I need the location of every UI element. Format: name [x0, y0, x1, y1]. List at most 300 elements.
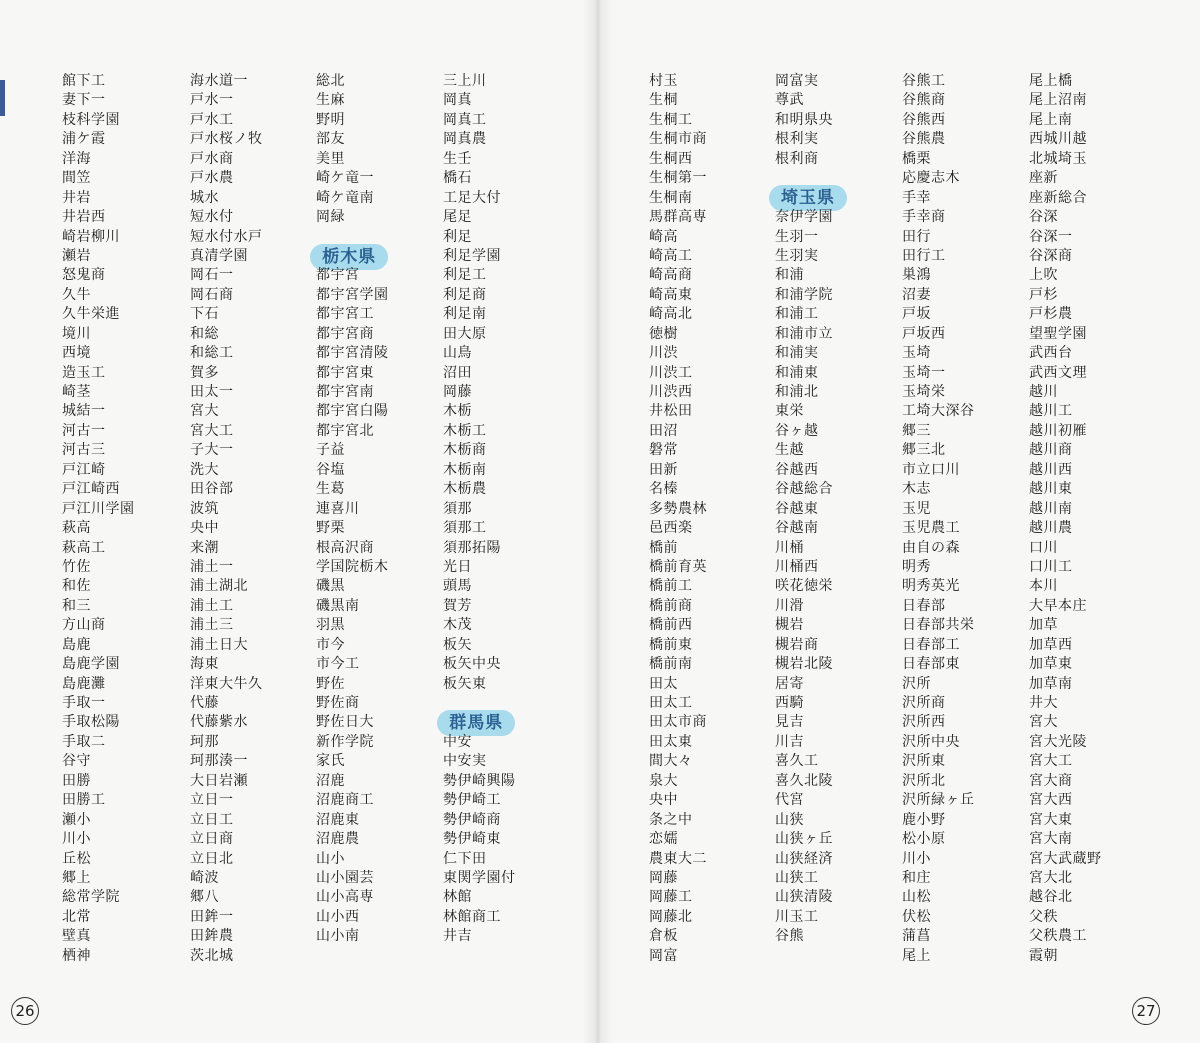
school-name: 崎ケ竜一	[316, 170, 374, 187]
list-column	[775, 72, 847, 947]
school-name: 尾上沼南	[1029, 92, 1087, 109]
school-name: 井岩西	[62, 209, 106, 226]
school-name: 沼鹿農	[316, 831, 360, 848]
school-name: 波筑	[190, 500, 219, 517]
school-name: 学国院栃木	[316, 558, 389, 575]
school-name: 磐常	[649, 442, 678, 459]
school-name: 井吉	[443, 928, 472, 945]
school-name: 槻岩	[775, 617, 804, 634]
school-name: 木栃商	[443, 442, 487, 459]
school-name: 手幸	[902, 189, 931, 206]
prefecture-label: 埼玉県	[769, 185, 847, 211]
school-name: 利足	[443, 228, 472, 245]
school-name: 岡藤	[443, 384, 472, 400]
school-name: 尾足	[443, 209, 472, 226]
school-name: 野栗	[316, 520, 345, 537]
school-name: 連喜川	[316, 500, 360, 517]
school-name: 磯黒	[316, 578, 345, 595]
school-name: 尊武	[775, 92, 804, 109]
school-name: 大早本庄	[1029, 597, 1087, 614]
school-name: 生桐市商	[649, 131, 707, 148]
school-name: 来潮	[190, 539, 219, 556]
school-name: 境川	[62, 325, 91, 342]
school-name: 橋石	[443, 170, 472, 187]
school-name: 利足商	[443, 286, 487, 303]
school-name: 馬群高専	[649, 209, 707, 226]
school-name: 越川農	[1029, 520, 1073, 537]
school-name: 生麻	[316, 92, 345, 109]
prefecture-heading	[310, 247, 389, 266]
school-name: 崎茎	[62, 384, 91, 400]
school-name: 野佐商	[316, 695, 360, 711]
school-name: 田太市商	[649, 714, 707, 731]
school-name: 子益	[316, 442, 345, 459]
school-name: 槻岩商	[775, 636, 819, 653]
school-name: 須那工	[443, 520, 487, 537]
school-name: 萩高	[62, 520, 91, 537]
school-name: 名榛	[649, 481, 678, 498]
school-name: 栖神	[62, 947, 91, 964]
school-name: 山狭	[775, 811, 804, 828]
school-name: 生桐工	[649, 111, 693, 128]
school-name: 恋嬬	[649, 831, 678, 848]
school-name: 手幸商	[902, 209, 946, 226]
school-name: 生桐南	[649, 189, 693, 206]
school-name: 谷塩	[316, 461, 345, 478]
school-name: 越川	[1029, 384, 1058, 400]
school-name: 宮大武蔵野	[1029, 850, 1102, 867]
school-name: 居寄	[775, 675, 804, 692]
school-name: 口川	[1029, 539, 1058, 556]
school-name: 美里	[316, 150, 345, 167]
school-name: 立日北	[190, 850, 234, 867]
school-name: 木志	[902, 481, 931, 498]
school-name: 北常	[62, 908, 91, 925]
school-name: 岡緑	[316, 209, 345, 226]
school-name: 奈伊学園	[775, 209, 833, 226]
school-name: 子大一	[190, 442, 234, 459]
school-name: 咲花徳栄	[775, 578, 833, 595]
school-name: 倉板	[649, 928, 678, 945]
school-name: 加草西	[1029, 636, 1073, 653]
school-name: 洗大	[190, 461, 219, 478]
school-name: 工足大付	[443, 189, 501, 206]
school-name: 応慶志木	[902, 170, 960, 187]
school-name: 玉埼	[902, 345, 931, 362]
school-name: 田沼	[649, 422, 678, 439]
school-name: 勢伊崎工	[443, 792, 501, 809]
school-name: 勢伊崎興陽	[443, 772, 516, 789]
school-name: 川渋	[649, 345, 678, 362]
school-name: 和浦	[775, 267, 804, 284]
school-name: 条之中	[649, 811, 693, 828]
school-name: 岡富	[649, 947, 678, 964]
school-name: 宮大東	[1029, 811, 1073, 828]
school-name: 田大原	[443, 325, 487, 342]
school-name: 鹿小野	[902, 811, 946, 828]
school-name: 北城埼玉	[1029, 150, 1087, 167]
school-name: 怒鬼商	[62, 267, 106, 284]
school-name: 田勝	[62, 772, 91, 789]
school-name: 城結一	[62, 403, 106, 420]
school-name: 霞朝	[1029, 947, 1058, 964]
school-name: 農東大二	[649, 850, 707, 867]
school-name: 勢伊崎東	[443, 831, 501, 848]
school-name: 賀多	[190, 364, 219, 381]
school-name: 橋前商	[649, 597, 693, 614]
school-name: 央中	[649, 792, 678, 809]
school-name: 橋前工	[649, 578, 693, 595]
school-name: 座新総合	[1029, 189, 1087, 206]
school-name: 生桐第一	[649, 170, 707, 187]
school-name: 郷上	[62, 869, 91, 886]
school-name: 崎高	[649, 228, 678, 245]
school-name: 生桐	[649, 92, 678, 109]
school-name: 川吉	[775, 733, 804, 750]
list-column	[443, 72, 516, 947]
school-name: 武西台	[1029, 345, 1073, 362]
school-name: 中安	[443, 733, 472, 750]
school-name: 沼鹿商工	[316, 792, 374, 809]
school-name: 谷熊商	[902, 92, 946, 109]
school-name: 妻下一	[62, 92, 106, 109]
school-name: 海東	[190, 656, 219, 673]
school-name: 都宇宮清陵	[316, 345, 389, 362]
school-name: 谷越東	[775, 500, 819, 517]
school-name: 東関学園付	[443, 869, 516, 886]
school-name: 真清学園	[190, 247, 248, 264]
school-name: 大日岩瀬	[190, 772, 248, 789]
school-name: 賀芳	[443, 597, 472, 614]
school-name: 越谷北	[1029, 889, 1073, 906]
prefecture-heading	[769, 189, 847, 208]
school-name: 井松田	[649, 403, 693, 420]
school-name: 喜久工	[775, 753, 819, 770]
school-name: 川桶西	[775, 558, 819, 575]
school-name: 越川工	[1029, 403, 1073, 420]
school-name: 岡石一	[190, 267, 234, 284]
school-name: 田太東	[649, 733, 693, 750]
right-page	[597, 0, 1200, 1043]
school-name: 木栃農	[443, 481, 487, 498]
school-name: 浦土湖北	[190, 578, 248, 595]
school-name: 間大々	[649, 753, 693, 770]
school-name: 崎岩柳川	[62, 228, 120, 245]
page-gutter	[583, 0, 613, 1043]
school-name: 田太	[649, 675, 678, 692]
school-name: 戸水工	[190, 111, 234, 128]
school-name: 明秀	[902, 558, 931, 575]
school-name: 代宮	[775, 792, 804, 809]
school-name: 利足工	[443, 267, 487, 284]
school-name: 越川東	[1029, 481, 1073, 498]
school-name: 都宇宮北	[316, 422, 374, 439]
school-name: 越川初雁	[1029, 422, 1087, 439]
school-name: 崎高工	[649, 247, 693, 264]
school-name: 岡藤	[649, 869, 678, 886]
school-name: 都宇宮工	[316, 306, 374, 323]
school-name: 館下工	[62, 73, 106, 89]
school-name: 光日	[443, 558, 472, 575]
school-name: 須那拓陽	[443, 539, 501, 556]
school-name: 工埼大深谷	[902, 403, 975, 420]
school-name: 洋海	[62, 150, 91, 167]
school-name: 都宇宮学園	[316, 286, 389, 303]
school-name: 崎高商	[649, 267, 693, 284]
left-page	[0, 0, 598, 1043]
school-name: 橋前西	[649, 617, 693, 634]
school-name: 戸水一	[190, 92, 234, 109]
school-name: 谷越総合	[775, 481, 833, 498]
school-name: 徳樹	[649, 325, 678, 342]
school-name: 尾上	[902, 947, 931, 964]
school-name: 橋前	[649, 539, 678, 556]
school-name: 戸江川学園	[62, 500, 135, 517]
school-name: 山小南	[316, 928, 360, 945]
school-name: 東栄	[775, 403, 804, 420]
school-name: 生羽実	[775, 247, 819, 264]
school-name: 都宇宮	[316, 267, 360, 284]
school-name: 和浦学院	[775, 286, 833, 303]
school-name: 父秩	[1029, 908, 1058, 925]
school-name: 立日一	[190, 792, 234, 809]
school-name: 玉埼一	[902, 364, 946, 381]
school-name: 山小園芸	[316, 869, 374, 886]
school-name: 上吹	[1029, 267, 1058, 284]
school-name: 和明県央	[775, 111, 833, 128]
school-name: 郷三	[902, 422, 931, 439]
school-name: 沢所	[902, 675, 931, 692]
school-name: 武西文理	[1029, 364, 1087, 381]
school-name: 根高沢商	[316, 539, 374, 556]
school-name: 日春部工	[902, 636, 960, 653]
school-name: 枝科学園	[62, 111, 120, 128]
school-name: 蒲菖	[902, 928, 931, 945]
school-name: 谷熊	[775, 928, 804, 945]
school-name: 茨北城	[190, 947, 234, 964]
school-name: 瀬小	[62, 811, 91, 828]
school-name: 戸杉農	[1029, 306, 1073, 323]
school-name: 和三	[62, 597, 91, 614]
school-name: 城水	[190, 189, 219, 206]
school-name: 越川南	[1029, 500, 1073, 517]
school-name: 瀬岩	[62, 247, 91, 264]
school-name: 槻岩北陵	[775, 656, 833, 673]
school-name: 田鉾一	[190, 908, 234, 925]
school-name: 珂那湊一	[190, 753, 248, 770]
school-name: 西城川越	[1029, 131, 1087, 148]
school-name: 河古一	[62, 422, 106, 439]
school-name: 沢所商	[902, 695, 946, 711]
school-name: 浦土工	[190, 597, 234, 614]
school-name: 島鹿灘	[62, 675, 106, 692]
school-name: 立日商	[190, 831, 234, 848]
school-name: 日春部共栄	[902, 617, 975, 634]
school-name: 利足南	[443, 306, 487, 323]
school-name: 川小	[62, 831, 91, 848]
school-name: 和総	[190, 325, 219, 342]
school-name: 谷深	[1029, 209, 1058, 226]
school-name: 竹佐	[62, 558, 91, 575]
school-name: 沢所東	[902, 753, 946, 770]
school-name: 戸水農	[190, 170, 234, 187]
school-name: 利足学園	[443, 247, 501, 264]
school-name: 谷深一	[1029, 228, 1073, 245]
prefecture-heading	[437, 713, 516, 732]
school-name: 丘松	[62, 850, 91, 867]
school-name: 都宇宮南	[316, 384, 374, 400]
school-name: 木栃工	[443, 422, 487, 439]
school-name: 伏松	[902, 908, 931, 925]
school-name: 村玉	[649, 73, 678, 89]
school-name: 洋東大牛久	[190, 675, 263, 692]
school-name: 島鹿	[62, 636, 91, 653]
school-name: 生壬	[443, 150, 472, 167]
school-name: 岡富実	[775, 73, 819, 89]
school-name: 浦土日大	[190, 636, 248, 653]
school-name: 板矢中央	[443, 656, 501, 673]
school-name: 西境	[62, 345, 91, 362]
school-name: 河古三	[62, 442, 106, 459]
school-name: 田勝工	[62, 792, 106, 809]
school-name: 勢伊崎商	[443, 811, 501, 828]
school-name: 尾上南	[1029, 111, 1073, 128]
school-name: 浦土三	[190, 617, 234, 634]
school-name: 和浦市立	[775, 325, 833, 342]
list-column	[649, 72, 707, 966]
school-name: 谷熊工	[902, 73, 946, 89]
school-name: 川玉工	[775, 908, 819, 925]
school-name: 羽黒	[316, 617, 345, 634]
school-name: 磯黒南	[316, 597, 360, 614]
school-name: 木栃南	[443, 461, 487, 478]
school-name: 田太一	[190, 384, 234, 400]
school-name: 岡真農	[443, 131, 487, 148]
school-name: 宮大	[190, 403, 219, 420]
school-name: 生越	[775, 442, 804, 459]
school-name: 加草南	[1029, 675, 1073, 692]
school-name: 宮大商	[1029, 772, 1073, 789]
school-name: 戸江崎	[62, 461, 106, 478]
school-name: 板矢東	[443, 675, 487, 692]
school-name: 喜久北陵	[775, 772, 833, 789]
school-name: 戸水桜ノ牧	[190, 131, 263, 148]
school-name: 和庄	[902, 869, 931, 886]
school-name: 和総工	[190, 345, 234, 362]
school-name: 宮大工	[1029, 753, 1073, 770]
school-name: 見吉	[775, 714, 804, 731]
school-name: 明秀英光	[902, 578, 960, 595]
school-name: 都宇宮東	[316, 364, 374, 381]
school-name: 根利商	[775, 150, 819, 167]
school-name: 総北	[316, 73, 345, 89]
school-name: 須那	[443, 500, 472, 517]
list-column	[62, 72, 135, 966]
school-name: 座新	[1029, 170, 1058, 187]
school-name: 萩高工	[62, 539, 106, 556]
school-name: 井岩	[62, 189, 91, 206]
school-name: 巣鴻	[902, 267, 931, 284]
school-name: 都宇宮白陽	[316, 403, 389, 420]
school-name: 山狭工	[775, 869, 819, 886]
school-name: 沢所中央	[902, 733, 960, 750]
school-name: 都宇宮商	[316, 325, 374, 342]
school-name: 市今	[316, 636, 345, 653]
school-name: 加草東	[1029, 656, 1073, 673]
school-name: 家氏	[316, 753, 345, 770]
school-name: 父秩農工	[1029, 928, 1087, 945]
school-name: 田太工	[649, 695, 693, 711]
school-name: 手取松陽	[62, 714, 120, 731]
school-name: 崎高北	[649, 306, 693, 323]
school-name: 市立口川	[902, 461, 960, 478]
edge-mark	[0, 80, 5, 116]
school-name: 造玉工	[62, 364, 106, 381]
school-name: 野佐	[316, 675, 345, 692]
school-name: 代藤	[190, 695, 219, 711]
list-column	[316, 72, 389, 947]
school-name: 短水付	[190, 209, 234, 226]
school-name: 本川	[1029, 578, 1058, 595]
list-column	[1029, 72, 1102, 966]
list-column	[902, 72, 975, 966]
school-name: 谷ヶ越	[775, 422, 819, 439]
school-name: 由自の森	[902, 539, 960, 556]
school-name: 田行	[902, 228, 931, 245]
school-name: 手取一	[62, 695, 106, 711]
school-name: 頭馬	[443, 578, 472, 595]
school-name: 田鉾農	[190, 928, 234, 945]
school-name: 岡石商	[190, 286, 234, 303]
school-name: 和浦工	[775, 306, 819, 323]
school-name: 総常学院	[62, 889, 120, 906]
school-name: 望聖学園	[1029, 325, 1087, 342]
school-name: 戸杉	[1029, 286, 1058, 303]
school-name: 代藤紫水	[190, 714, 248, 731]
school-name: 宮大光陵	[1029, 733, 1087, 750]
school-name: 崎高東	[649, 286, 693, 303]
school-name: 短水付水戸	[190, 228, 263, 245]
school-name: 橋前育英	[649, 558, 707, 575]
school-name: 谷熊農	[902, 131, 946, 148]
school-name: 山狭ヶ丘	[775, 831, 833, 848]
school-name: 生桐西	[649, 150, 693, 167]
school-name: 郷三北	[902, 442, 946, 459]
school-name: 板矢	[443, 636, 472, 653]
school-name: 和佐	[62, 578, 91, 595]
school-name: 仁下田	[443, 850, 487, 867]
school-name: 橋前南	[649, 656, 693, 673]
school-name: 林館商工	[443, 908, 501, 925]
school-name: 珂那	[190, 733, 219, 750]
school-name: 生葛	[316, 481, 345, 498]
school-name: 戸江崎西	[62, 481, 120, 498]
school-name: 岡真工	[443, 111, 487, 128]
school-name: 戸水商	[190, 150, 234, 167]
school-name: 島鹿学園	[62, 656, 120, 673]
school-name: 田行工	[902, 247, 946, 264]
school-name: 和浦東	[775, 364, 819, 381]
school-name: 戸坂西	[902, 325, 946, 342]
school-name: 間笠	[62, 170, 91, 187]
school-name: 山松	[902, 889, 931, 906]
school-name: 川桶	[775, 539, 804, 556]
school-name: 川渋西	[649, 384, 693, 400]
school-name: 野明	[316, 111, 345, 128]
school-name: 川渋工	[649, 364, 693, 381]
school-name: 岡藤工	[649, 889, 693, 906]
school-name: 郷八	[190, 889, 219, 906]
